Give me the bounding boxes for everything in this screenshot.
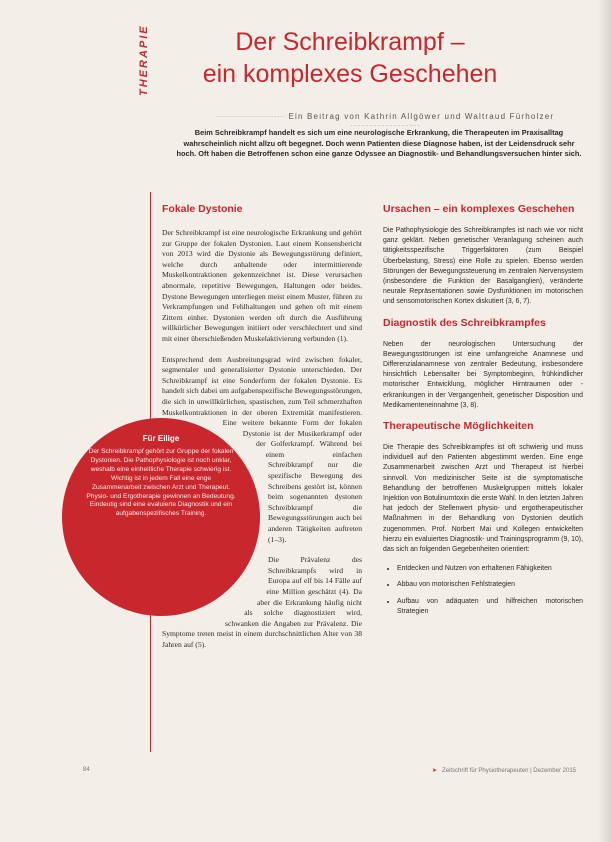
heading-fokale-dystonie: Fokale Dystonie: [162, 203, 243, 215]
lead-paragraph: Beim Schreibkrampf handelt es sich um eine neurologische Erkrankung, die Therapeuten im Praxisalltag wahrscheinlich nicht allzu oft begegnet. Doch wenn Patienten diese Diagnose haben, ist der Leidensdruck sehr hoch. Oft haben die Betroffenen schon eine ganze Odyssee an Diagnostik- und Behandlungsversuchen hinter sich.: [176, 128, 582, 159]
arrow-icon: ➤: [432, 768, 438, 774]
heading-diagnostik: Diagnostik des Schreibkrampfes: [383, 316, 546, 329]
right-paragraph-1: Die Pathophysiologie des Schreibkrampfes ist nach wie vor nicht ganz geklärt. Neben genetischer Veranlagung scheinen auch tätigkeitsspezifische Triggerfaktoren (zum Beispiel Überbelastung, Stress) eine Rolle zu spielen. Ebenso werden Störungen der Bewegungssteuerung im zentralen Nervensystem (insbesondere die Funktion der Basalganglien), veränderte neurale Repräsentationen sowie Dysfunktionen im motorischen und sensomotorischen Kortex diskutiert (3, 6, 7).: [383, 227, 583, 306]
callout-title: Für Eilige: [142, 434, 180, 443]
left-paragraph-3: Die Prävalenz des Schreibkrampfs wird in Europa auf elf bis 14 Fälle auf eine Million geschätzt (4). Da aber die Erkrankung häufig nicht als solche diagnostiziert wird, schwanken die Angaben zur Prävalenz. Die Symptome treten meist in einem durchschnittlichen Alter von 38 Jahren auf (5).: [162, 555, 362, 649]
left-paragraph-1: Der Schreibkrampf ist eine neurologische Erkrankung und gehört zur Gruppe der fokalen Dystonien. Laut einem Konsensbericht von 2013 wird die Dystonie als Bewegungsstörung definiert, welche durch anhaltende oder intermittierende Muskelkontraktionen gekennzeichnet ist. Diese verursachen abnormale, repetitive Bewegungen, Haltungen oder beides. Dystone Bewegungen unterliegen meist einem Muster, führen zu Verkrampfungen und Fehlhaltungen und gehen oft mit einem Zittern einher. Dystonien werden oft durch die Ausführung willkürlicher Bewegungen initiiert oder verschlechtert und sind mit einer überschießenden Muskelaktivierung verbunden (1).: [162, 228, 362, 343]
left-paragraph-2-body: Dystonie unterschieden. Der Schreibkrampf ist eine Sonderform der fokalen Dystonie. Es handelt sich dabei um aufgabenspezifische Bewegungsstörungen, die sich in unwillkürlichen, spastischen, zum Teil schmerzhaften Muskelkontraktionen in der oberen Extremität manifestieren. Eine weitere bekannte Form der fokalen Dystonie ist der Musikerkrampf oder der Golferkrampf. Während bei einem einfachen Schreibkrampf nur die spezifische Bewegung des Schreibens gestört ist, können beim sogenannten dystonen Schreibkrampf die Bewegungsstörungen auch bei anderen Tätigkeiten auftreten (1–3).: [162, 365, 362, 544]
byline-dots-left: ··························: [215, 112, 285, 121]
left-paragraph-2-intro: Entsprechend dem Ausbreitungsgrad wird zwischen fokaler, segmentaler und generalisierter: [162, 354, 362, 375]
list-item: • Entdecken und Nutzen von erhaltenen Fähigkeiten: [397, 564, 583, 574]
callout-text: Der Schreibkrampf gehört zur Gruppe der fokalen Dystonien. Die Pathophysiologie ist noch unklar, weshalb eine einheitliche Therapie schwierig ist. Wichtig ist in jedem Fall eine enge Zusammenarbeit zwischen Arzt und Therapeut. Physio- und Ergotherapie gewinnen an Bedeutung. Eindeutig sind eine evaluierte Diagnostik und ein aufgabenspezifisches Training.: [86, 448, 236, 518]
byline-text: Ein Beitrag von Kathrin Allgöwer und Waltraud Fürholzer: [288, 112, 555, 121]
section-tag: THERAPIE: [138, 24, 150, 96]
right-paragraph-3: Die Therapie des Schreibkrampfes ist oft schwierig und muss individuell auf den Patienten abgestimmt werden. Eine enge Zusammenarbeit zwischen Arzt und Therapeut ist hierbei sinnvoll. Von medizinischer Seite ist die symptomatische Behandlung der betroffenen Muskelgruppen mittels lokaler Injektion von Botulinumtoxin die erste Wahl. In den letzten Jahren hat jedoch der Stellenwert physio- und ergotherapeutischer Maßnahmen in der Behandlung von Dystonien deutlich zugenommen. Prof. Norbert Mai und Kollegen entwickelten hierzu ein evaluiertes Diagnostik- und Trainingsprogramm (9, 10), das sich an folgenden Gegebenheiten orientiert:: [383, 444, 583, 554]
heading-therapeutische-moeglichkeiten: Therapeutische Möglichkeiten: [383, 420, 534, 433]
byline-dots-right: ··························: [350, 121, 420, 130]
page-edge-shadow: [598, 0, 612, 842]
list-item: • Abbau von motorischen Fehlstrategien: [397, 580, 583, 590]
heading-ursachen: Ursachen – ein komplexes Geschehen: [383, 203, 575, 215]
summary-callout: [62, 418, 260, 616]
title-line-1: Der Schreibkrampf –: [235, 28, 465, 56]
right-column: [383, 203, 583, 623]
page-number: 84: [83, 767, 90, 773]
right-paragraph-2: Neben der neurologischen Untersuchung der Bewegungsstörungen ist eine umfangreiche Anamnese und Differenzialanamnese von zentraler Bedeutung, insbesondere hinsichtlich Lebensalter bei Symptombeginn, frühkindlicher motorischer Entwicklung, möglicher Hirntraumen oder -erkrankungen in der Vergangenheit, genetischer Disposition und Medikamenteneinnahme (3, 8).: [383, 340, 583, 409]
journal-footer: [432, 767, 576, 774]
journal-name: Zeitschrift für Physiotherapeuten | Dezember 2015: [442, 768, 576, 774]
therapy-bullet-list: [383, 564, 583, 617]
title-line-2: ein komplexes Geschehen: [202, 60, 498, 88]
article-title: [150, 26, 550, 90]
list-item: • Aufbau von adäquaten und hilfreichen motorischen Strategien: [397, 597, 583, 617]
